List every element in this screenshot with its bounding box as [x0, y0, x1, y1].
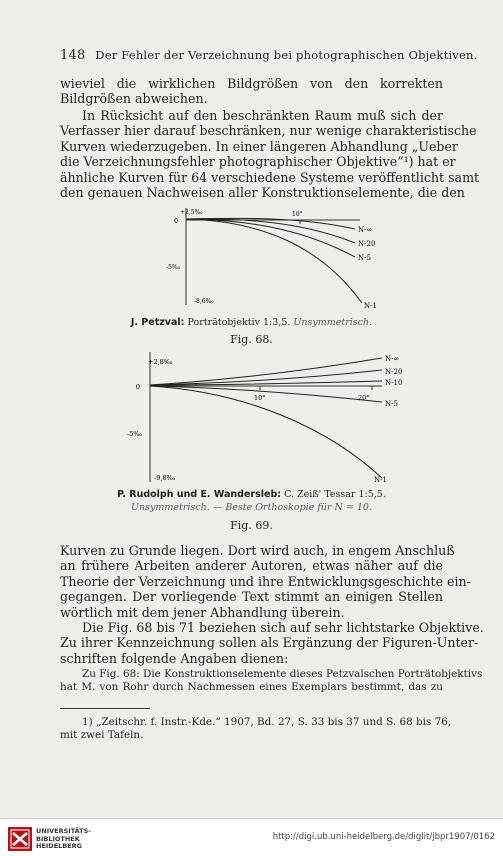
- label-n-1: N-1: [364, 302, 377, 310]
- label-mid: -5‰: [126, 430, 142, 438]
- label-angle-10: 10°: [254, 394, 266, 402]
- paragraph-2: [60, 108, 480, 201]
- text-line: wörtlich mit dem jener Abhandlung überein.: [60, 604, 345, 620]
- text-line: den genauen Nachweisen aller Konstruktionselemente, die den: [60, 185, 465, 201]
- library-name-line: HEIDELBERG: [36, 842, 83, 850]
- figure-68-label: Fig. 68.: [230, 333, 273, 346]
- caption-italic: Unsymmetrisch.: [131, 502, 210, 513]
- caption-author: P. Rudolph und E. Wandersleb:: [117, 489, 282, 500]
- text-line: Theorie der Verzeichnung und ihre Entwicklungsgeschichte ein-: [60, 573, 471, 589]
- text-line: wieviel die wirklichen Bildgrößen von den korrekten: [60, 76, 443, 91]
- text-line: In Rücksicht auf den beschränkten Raum muß sich der: [82, 108, 443, 123]
- figure-69-label: Fig. 69.: [230, 519, 273, 532]
- university-library-logo-icon: [8, 827, 32, 851]
- text-line: ähnliche Kurven für 64 verschiedene Systeme veröffentlicht samt: [60, 169, 480, 185]
- curve-n-1: [150, 386, 382, 478]
- label-bottom: -9,8‰: [154, 474, 176, 482]
- caption-text: C. Zeiß' Tessar 1:5,5.: [284, 489, 386, 500]
- text-line: schriften folgende Angaben dienen:: [60, 650, 289, 666]
- curve-n-5: [150, 386, 382, 402]
- label-n-5: N-5: [385, 400, 398, 408]
- paragraph-3: [60, 543, 471, 620]
- text-line: Verfasser hier darauf beschränken, nur wenige charakteristische: [60, 123, 477, 139]
- caption-rest: — Beste Orthoskopie für N = 10.: [212, 502, 372, 513]
- curve-n-infinity: [150, 358, 382, 385]
- figure-68-distortion-curves: [150, 205, 400, 315]
- digitization-footer: [0, 818, 503, 856]
- label-zero: 0: [135, 383, 140, 391]
- footnote-rule: [60, 708, 150, 709]
- label-bottom: -8,6‰: [194, 298, 214, 305]
- text-line: Zu ihrer Kennzeichnung sollen als Ergänzung der Figuren-Unter-: [60, 635, 479, 651]
- text-line: Kurven wiederzugeben. In einer längeren Abhandlung „Ueber: [60, 138, 458, 154]
- label-mid: -5‰: [166, 264, 180, 271]
- label-top: +2,5‰: [180, 209, 203, 216]
- label-n-5: N-5: [358, 254, 371, 262]
- running-header: [60, 48, 478, 63]
- library-name: [36, 828, 91, 851]
- text-line: Zu Fig. 68: Die Konstruktionselemente dieses Petzvalschen Porträtobjektivs: [82, 668, 483, 680]
- library-name-line: UNIVERSITÄTS-: [36, 827, 91, 835]
- figure-69-distortion-curves: [110, 350, 410, 485]
- label-n-1: N-1: [374, 476, 387, 484]
- text-line: gegangen. Der vorliegende Text stimmt an einigen Stellen: [60, 589, 443, 605]
- text-line: Bildgrößen abweichen.: [60, 91, 208, 107]
- running-title: Der Fehler der Verzeichnung bei photographischen Objektiven.: [95, 48, 478, 62]
- curve-n-20: [186, 219, 355, 243]
- text-line: Kurven zu Grunde liegen. Dort wird auch, in engem Anschluß: [60, 543, 455, 558]
- text-line: 1) „Zeitschr. f. Instr.-Kde.“ 1907, Bd. 27, S. 33 bis 37 und S. 68 bis 76,: [82, 716, 452, 728]
- text-line: an frühere Arbeiten anderer Autoren, etwas näher auf die: [60, 558, 443, 574]
- paragraph-4: [60, 620, 484, 666]
- label-n-10: N-10: [385, 379, 403, 387]
- text-line: die Verzeichnungsfehler photographischer Objektive“¹) hat er: [60, 154, 456, 170]
- label-n-20: N-20: [385, 368, 403, 376]
- caption-italic: Unsymmetrisch.: [293, 317, 373, 328]
- text-line: Die Fig. 68 bis 71 beziehen sich auf sehr lichtstarke Objektive.: [82, 620, 484, 635]
- caption-author: J. Petzval:: [130, 317, 185, 328]
- footnote: [60, 716, 452, 742]
- text-line: hat M. von Rohr durch Nachmessen eines Exemplars bestimmt, das zu: [60, 681, 443, 693]
- figure-69-caption-line2: [0, 502, 503, 513]
- small-paragraph: [60, 668, 483, 694]
- figure-68-caption: [0, 317, 503, 328]
- page-number: 148: [60, 48, 86, 63]
- label-zero: 0: [174, 218, 178, 225]
- figure-69-caption: [0, 489, 503, 500]
- label-n-20: N-20: [358, 240, 376, 248]
- label-angle-20: 20°: [358, 394, 370, 402]
- library-name-line: BIBLIOTHEK: [36, 834, 80, 843]
- label-n-infinity: N-∞: [358, 226, 373, 234]
- label-angle: 10°: [292, 211, 303, 218]
- source-url-link[interactable]: http://digi.ub.uni-heidelberg.de/diglit/jbpr1907/0162: [272, 832, 495, 842]
- label-n-infinity: N-∞: [385, 355, 400, 363]
- paragraph-1: [60, 76, 443, 107]
- text-line: mit zwei Tafeln.: [60, 729, 144, 741]
- label-top: +2,8‰: [148, 358, 173, 366]
- caption-text: Porträtobjektiv 1:3,5.: [187, 317, 291, 328]
- curve-n-1: [186, 219, 362, 303]
